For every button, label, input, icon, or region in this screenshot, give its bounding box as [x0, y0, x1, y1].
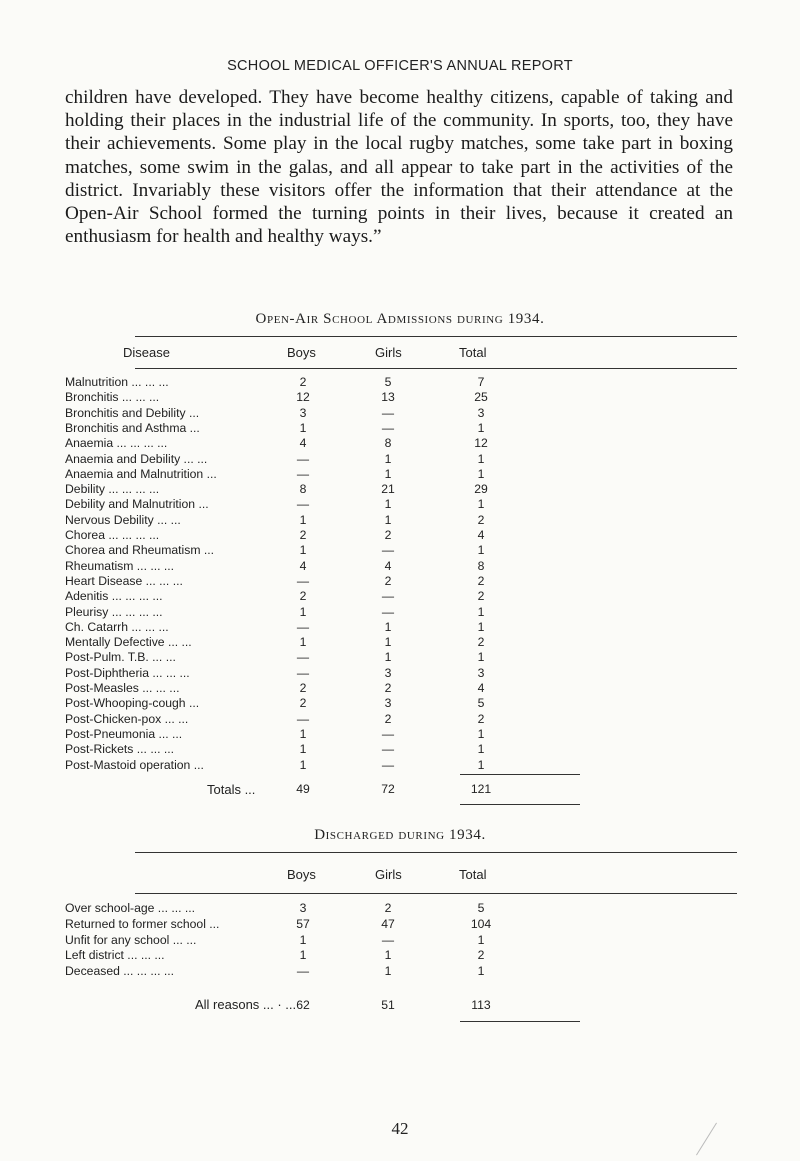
- row-label: Left district ... ... ...: [65, 948, 165, 963]
- cell-total: 1: [477, 650, 485, 665]
- admissions-top-rule: [135, 336, 737, 337]
- cell-boys: —: [296, 619, 310, 634]
- row-label: Returned to former school ...: [65, 916, 220, 931]
- cell-boys: 8: [299, 482, 307, 497]
- cell-total: 2: [477, 711, 485, 726]
- cell-total: 1: [477, 604, 485, 619]
- cell-total: 12: [474, 436, 488, 451]
- cell-girls: 5: [384, 375, 392, 389]
- cell-total: 1: [477, 420, 485, 435]
- body-paragraph: children have developed. They have become healthy citizens, capable of taking and holding their places in the industrial life of the community. In sports, too, they have their achievements. Some play in the local rugby matches, some take part in boxing matches, some swim in the galas, and all appear to take part in the activities of the district. Invariably these visitors offer the information that their attendance at the Open-Air School formed the turning points in their lives, because it created an enthusiasm for health and healthy ways.”: [65, 87, 733, 248]
- cell-boys: 3: [299, 405, 307, 420]
- table-row: [65, 932, 737, 949]
- discharged-bottom-rule: [460, 1021, 580, 1022]
- row-label: Bronchitis and Asthma ...: [65, 420, 200, 435]
- col-header-boys: Boys: [287, 345, 316, 360]
- cell-girls: 8: [384, 436, 392, 451]
- cell-total: 5: [477, 696, 485, 711]
- cell-boys: 1: [299, 932, 307, 947]
- row-label: Nervous Debility ... ...: [65, 512, 181, 527]
- cell-total: 104: [470, 916, 492, 931]
- cell-boys: 4: [299, 436, 307, 451]
- cell-girls: 1: [384, 964, 392, 979]
- admissions-header-rule: [135, 368, 737, 369]
- cell-girls: —: [381, 589, 395, 604]
- row-label: Heart Disease ... ... ...: [65, 573, 183, 588]
- cell-girls: 1: [384, 497, 392, 512]
- admissions-table: [65, 336, 737, 806]
- cell-girls: 2: [384, 681, 392, 695]
- cell-girls: 1: [384, 948, 392, 963]
- cell-boys: —: [296, 964, 310, 979]
- cell-total: 1: [477, 742, 485, 757]
- table-row: [65, 900, 737, 917]
- row-label: Post-Diphtheria ... ... ...: [65, 665, 190, 680]
- cell-girls: 2: [384, 711, 392, 726]
- cell-girls: —: [381, 420, 395, 435]
- row-label: Pleurisy ... ... ... ...: [65, 604, 163, 619]
- cell-boys: 2: [299, 589, 307, 604]
- cell-girls: 2: [384, 901, 392, 915]
- admissions-bottom-rule: [460, 804, 580, 805]
- discharged-table: [65, 852, 737, 1112]
- dis-total-boys: 62: [296, 998, 310, 1012]
- cell-boys: —: [296, 466, 310, 481]
- cell-girls: 47: [381, 916, 395, 931]
- row-label: Chorea and Rheumatism ...: [65, 543, 215, 558]
- row-label: Adenitis ... ... ... ...: [65, 589, 163, 604]
- cell-girls: —: [381, 405, 395, 420]
- table-row: [65, 757, 737, 774]
- cell-boys: —: [296, 711, 310, 726]
- row-label: Anaemia ... ... ... ...: [65, 436, 168, 451]
- cell-girls: 4: [384, 558, 392, 573]
- table-row: [65, 916, 737, 933]
- cell-total: 2: [477, 635, 485, 650]
- cell-total: 1: [477, 466, 485, 481]
- cell-boys: 2: [299, 528, 307, 542]
- cell-total: 1: [477, 932, 485, 947]
- row-label: Bronchitis ... ... ...: [65, 390, 160, 405]
- cell-boys: 57: [296, 916, 310, 931]
- cell-girls: —: [381, 742, 395, 757]
- row-label: Unfit for any school ... ...: [65, 932, 197, 947]
- row-label: Post-Rickets ... ... ...: [65, 742, 175, 757]
- cell-girls: 1: [384, 650, 392, 665]
- cell-total: 1: [477, 451, 485, 466]
- cell-boys: 1: [299, 604, 307, 619]
- row-label: Anaemia and Malnutrition ...: [65, 466, 217, 481]
- cell-boys: 1: [299, 948, 307, 963]
- dis-col-header-total: Total: [459, 867, 487, 882]
- table-row: [65, 947, 737, 964]
- cell-boys: 1: [299, 543, 307, 558]
- table-row: [65, 963, 737, 980]
- cell-girls: 1: [384, 451, 392, 466]
- col-header-girls: Girls: [375, 345, 402, 360]
- discharged-header-rule: [135, 893, 737, 894]
- cell-total: 2: [477, 948, 485, 963]
- col-header-disease: Disease: [123, 345, 170, 360]
- cell-boys: 1: [299, 512, 307, 527]
- cell-boys: 1: [299, 726, 307, 741]
- row-label: Mentally Defective ... ...: [65, 635, 192, 650]
- row-label: Anaemia and Debility ... ...: [65, 451, 208, 466]
- dis-total-all: 113: [471, 998, 491, 1012]
- cell-girls: 2: [384, 573, 392, 588]
- cell-total: 29: [474, 482, 488, 497]
- cell-girls: —: [381, 932, 395, 947]
- discharged-totals-label: All reasons ... · ...: [195, 997, 297, 1012]
- cell-boys: —: [296, 665, 310, 680]
- cell-girls: 2: [384, 528, 392, 542]
- cell-girls: 3: [384, 696, 392, 711]
- total-boys: 49: [296, 782, 310, 796]
- cell-total: 25: [474, 390, 488, 405]
- row-label: Debility and Malnutrition ...: [65, 497, 209, 512]
- cell-boys: 1: [299, 635, 307, 650]
- cell-total: 2: [477, 589, 485, 604]
- row-label: Post-Pulm. T.B. ... ...: [65, 650, 176, 665]
- page-header: SCHOOL MEDICAL OFFICER'S ANNUAL REPORT: [227, 58, 573, 74]
- cell-girls: —: [381, 543, 395, 558]
- total-all: 121: [470, 782, 492, 796]
- cell-boys: 1: [299, 420, 307, 435]
- admissions-totals-label: Totals ...: [207, 782, 256, 797]
- cell-total: 1: [477, 726, 485, 741]
- cell-boys: 2: [299, 681, 307, 695]
- cell-total: 1: [477, 497, 485, 512]
- cell-total: 8: [477, 558, 485, 573]
- row-label: Post-Chicken-pox ... ...: [65, 711, 189, 726]
- admissions-sum-rule: [460, 774, 580, 775]
- col-header-total: Total: [459, 345, 487, 360]
- cell-girls: 1: [384, 635, 392, 650]
- row-label: Post-Measles ... ... ...: [65, 681, 180, 695]
- cell-girls: 1: [384, 466, 392, 481]
- cell-total: 7: [477, 375, 485, 389]
- cell-girls: —: [381, 604, 395, 619]
- page-number: 42: [391, 1119, 409, 1138]
- cell-total: 1: [477, 543, 485, 558]
- row-label: Bronchitis and Debility ...: [65, 405, 200, 420]
- cell-total: 1: [477, 964, 485, 979]
- cell-boys: —: [296, 497, 310, 512]
- cell-total: 3: [477, 405, 485, 420]
- cell-boys: 12: [296, 390, 310, 405]
- cell-total: 2: [477, 573, 485, 588]
- cell-boys: 1: [299, 757, 307, 772]
- row-label: Chorea ... ... ... ...: [65, 528, 160, 542]
- admissions-totals-row: [65, 781, 737, 798]
- cell-boys: —: [296, 451, 310, 466]
- cell-boys: 1: [299, 742, 307, 757]
- cell-total: 2: [477, 512, 485, 527]
- row-label: Ch. Catarrh ... ... ...: [65, 619, 169, 634]
- cell-total: 1: [477, 757, 485, 772]
- cell-boys: 2: [299, 375, 307, 389]
- cell-girls: —: [381, 726, 395, 741]
- total-girls: 72: [381, 782, 395, 796]
- cell-girls: 1: [384, 512, 392, 527]
- cell-girls: 13: [381, 390, 395, 405]
- cell-boys: 4: [299, 558, 307, 573]
- cell-boys: 2: [299, 696, 307, 711]
- cell-boys: 3: [299, 901, 307, 915]
- discharged-totals-row: [65, 997, 737, 1014]
- discharged-top-rule: [135, 852, 737, 853]
- dis-total-girls: 51: [381, 998, 395, 1012]
- discharged-title: Discharged during 1934.: [314, 827, 486, 843]
- row-label: Post-Whooping-cough ...: [65, 696, 200, 711]
- cell-total: 4: [477, 681, 485, 695]
- cell-total: 4: [477, 528, 485, 542]
- cell-boys: —: [296, 573, 310, 588]
- row-label: Post-Pneumonia ... ...: [65, 726, 183, 741]
- cell-boys: —: [296, 650, 310, 665]
- cell-girls: —: [381, 757, 395, 772]
- row-label: Deceased ... ... ... ...: [65, 964, 175, 979]
- dis-col-header-boys: Boys: [287, 867, 316, 882]
- cell-girls: 21: [381, 482, 395, 497]
- row-label: Malnutrition ... ... ...: [65, 375, 169, 389]
- admissions-title: Open-Air School Admissions during 1934.: [255, 311, 545, 327]
- cell-total: 1: [477, 619, 485, 634]
- cell-girls: 1: [384, 619, 392, 634]
- dis-col-header-girls: Girls: [375, 867, 402, 882]
- cell-total: 5: [477, 901, 485, 915]
- cell-girls: 3: [384, 665, 392, 680]
- cell-total: 3: [477, 665, 485, 680]
- row-label: Debility ... ... ... ...: [65, 482, 160, 497]
- row-label: Rheumatism ... ... ...: [65, 558, 175, 573]
- row-label: Post-Mastoid operation ...: [65, 757, 204, 772]
- row-label: Over school-age ... ... ...: [65, 901, 196, 915]
